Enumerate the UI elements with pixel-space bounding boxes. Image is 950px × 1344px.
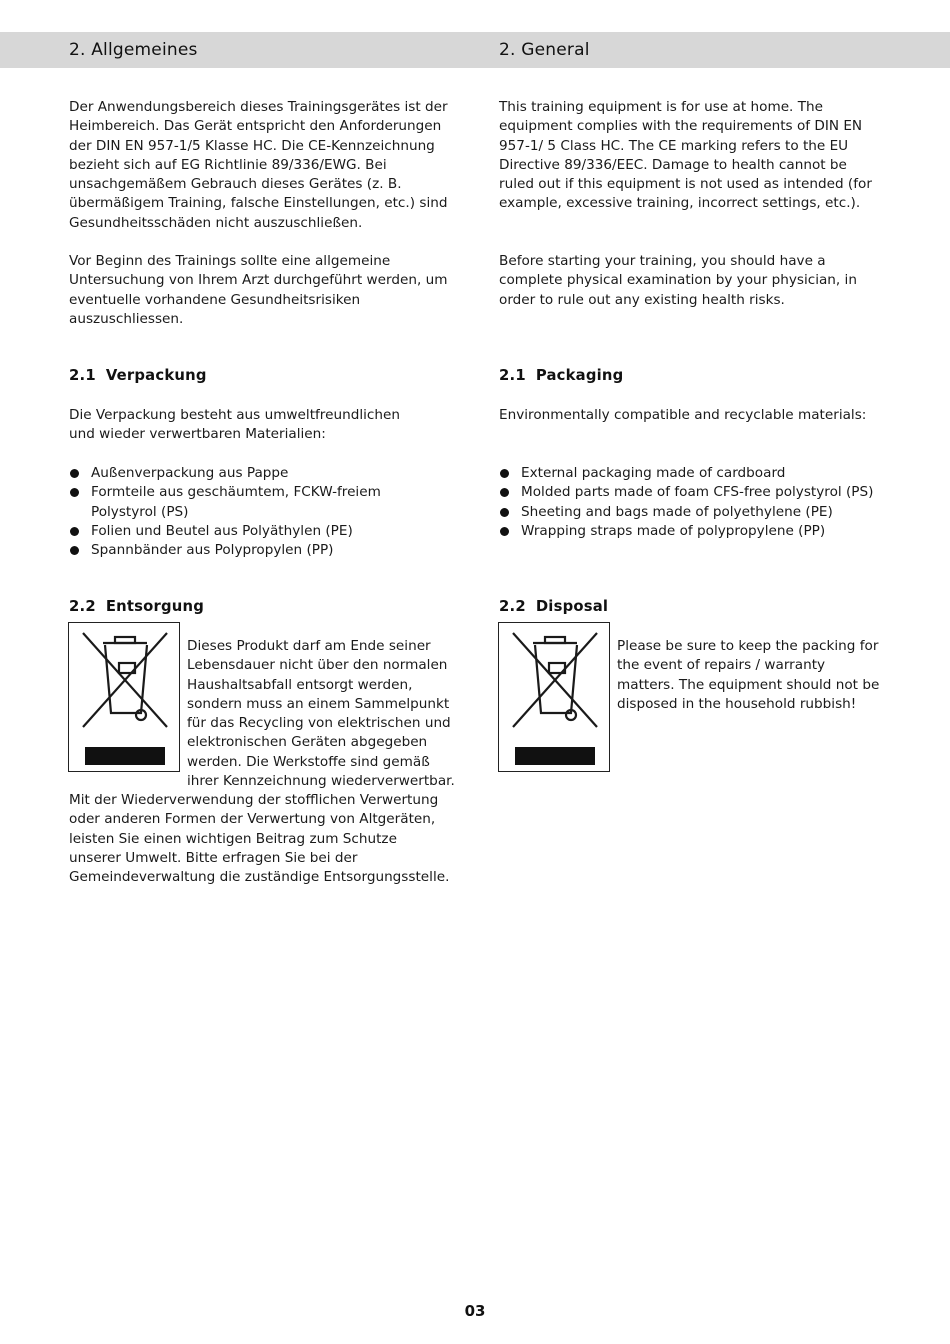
list-item: Spannbänder aus Polypropylen (PP) [69,541,399,560]
packaging-number-en: 2.1 [499,367,526,384]
packaging-list-en-wrap [499,464,899,541]
general-column-en-2 [499,252,883,310]
packaging-intro-de [69,406,409,445]
packaging-number-de: 2.1 [69,367,96,384]
list-item: Formteile aus geschäumtem, FCKW-freiem Polystyrol (PS) [69,483,399,522]
general-paragraph-1-de: Der Anwendungsbereich dieses Trainingsgerätes ist der Heimbereich. Das Gerät entspricht den Anforderungen der DIN EN 957-1/5 Klasse HC. Die CE-Kennzeichnung bezieht sich auf EG Richtlinie 89/336/EWG. Bei unsachgemäßem Gebrauch dieses Gerätes (z. B. übermäßigem Training, falsche Einstellungen, etc.) sind Gesundheitsschäden nicht auszuschließen. [69,99,448,231]
section-title-en: 2. General [499,40,590,60]
packaging-list-en [499,464,899,541]
packaging-intro-text-en: Environmentally compatible and recyclable materials: [499,407,867,423]
packaging-intro-text-de: Die Verpackung besteht aus umweltfreundlichen und wieder verwertbaren Materialien: [69,407,400,443]
packaging-heading-de [69,367,207,384]
list-item: Folien und Beutel aus Polyäthylen (PE) [69,522,399,541]
list-item: Molded parts made of foam CFS-free polystyrol (PS) [499,483,899,502]
general-paragraph-2-de: Vor Beginn des Trainings sollte eine allgemeine Untersuchung von Ihrem Arzt durchgeführt werden, um eventuelle vorhandene Gesundheitsrisiken auszuschliessen. [69,253,448,327]
list-item: Außenverpackung aus Pappe [69,464,399,483]
disposal-title-en: Disposal [535,598,609,615]
general-paragraph-2-en: Before starting your training, you should have a complete physical examination by your physician, in order to rule out any existing health risks. [499,253,857,308]
page-number: 03 [464,1302,486,1320]
general-column-de [69,98,453,233]
disposal-number-en: 2.2 [499,598,526,615]
packaging-title-de: Verpackung [105,367,207,384]
list-item: External packaging made of cardboard [499,464,899,483]
general-paragraph-1-en: This training equipment is for use at home. The equipment complies with the requirements of DIN EN 957-1/ 5 Class HC. The CE marking refers to the EU Directive 89/336/EEC. Damage to health cannot be ruled out if this equipment is not used as intended (for example, excessive training, incorrect settings, etc.). [499,99,872,212]
disposal-number-de: 2.2 [69,598,96,615]
disposal-heading-en [499,598,608,615]
list-item: Sheeting and bags made of polyethylene (PE) [499,503,899,522]
general-column-de-2 [69,252,453,329]
disposal-paragraph-en: Please be sure to keep the packing for the event of repairs / warranty matters. The equipment should not be disposed in the household rubbish! [617,638,880,712]
packaging-list-de [69,464,399,560]
packaging-list-de-wrap [69,464,399,560]
weee-crossed-bin-icon-en [498,622,610,772]
packaging-heading-en [499,367,623,384]
list-item: Wrapping straps made of polypropylene (PP) [499,522,899,541]
disposal-text-below-de [69,791,453,887]
disposal-paragraph-1-de: Dieses Produkt darf am Ende seiner Lebensdauer nicht über den normalen Haushaltsabfall entsorgt werden, sondern muss an einem Sammelpunkt für das Recycling von elektrischen und elektronischen Geräten abgegeben werden. Die Werkstoffe sind gemäß ihrer Kennzeichnung wiederverwertbar. [187,638,455,790]
disposal-title-de: Entsorgung [105,598,205,615]
disposal-text-en [617,637,882,714]
disposal-paragraph-2-de: Mit der Wiederverwendung der stofflichen Verwertung oder anderen Formen der Verwertung von Altgeräten, leisten Sie einen wichtigen Beitrag zum Schutze unserer Umwelt. Bitte erfragen Sie bei der Gemeindeverwaltung die zuständige Entsorgungsstelle. [69,792,450,886]
packaging-title-en: Packaging [535,367,624,384]
disposal-text-beside-de [187,637,455,791]
general-column-en [499,98,883,214]
weee-crossed-bin-icon [68,622,180,772]
packaging-intro-en [499,406,899,425]
section-title-de: 2. Allgemeines [69,40,198,60]
disposal-heading-de [69,598,204,615]
